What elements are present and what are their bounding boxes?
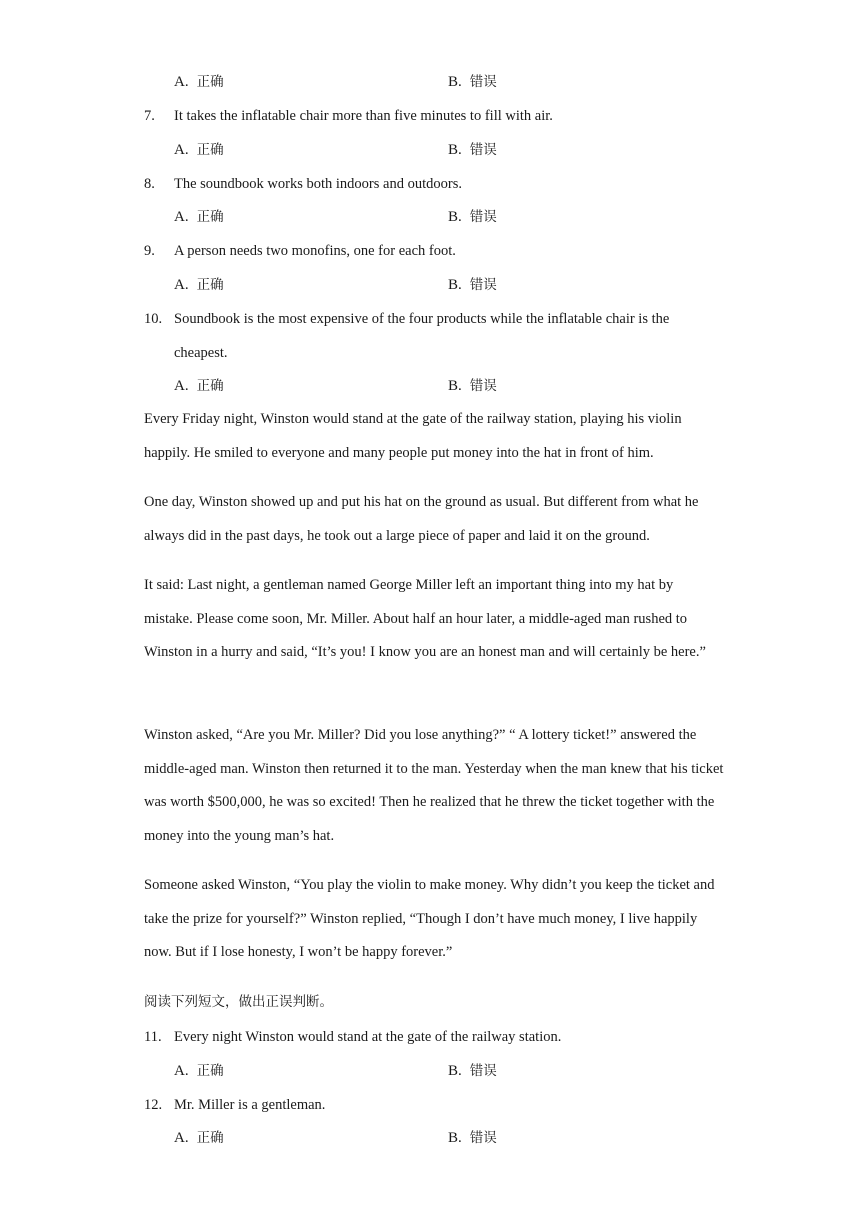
answer-options-q10: [174, 376, 734, 396]
answer-options-q6: [174, 72, 734, 92]
question-text: Mr. Miller is a gentleman.: [174, 1097, 326, 1113]
option-b[interactable]: [448, 140, 497, 160]
question-text: Soundbook is the most expensive of the four products while the inflatable chair is the cheapest.: [174, 311, 670, 361]
passage-paragraph-3: It said: Last night, a gentleman named George Miller left an important thing into my hat by mistake. Please come soon, Mr. Miller. About half an hour later, a middle-aged man rushed to Winston in a hurry and said, “It’s you! I know you are an honest man and will certainly be here.”: [144, 577, 706, 660]
option-a-letter: A.: [174, 1063, 189, 1079]
option-a-text: 正确: [196, 1130, 224, 1146]
option-a[interactable]: [174, 1061, 224, 1081]
question-number: 12.: [144, 1097, 163, 1113]
option-b-text: 错误: [469, 1063, 497, 1079]
option-a-text: 正确: [196, 209, 224, 225]
option-a-letter: A.: [174, 277, 189, 293]
question-number: 7.: [144, 108, 155, 124]
option-b-text: 错误: [469, 277, 497, 293]
question-7: [144, 99, 724, 133]
option-a-letter: A.: [174, 1130, 189, 1146]
option-b-letter: B.: [448, 209, 462, 225]
option-a-letter: A.: [174, 378, 189, 394]
option-b-letter: B.: [448, 1130, 462, 1146]
section-instruction: 阅读下列短文，做出正误判断。: [144, 994, 333, 1010]
option-b[interactable]: [448, 207, 497, 227]
question-12: [144, 1088, 724, 1122]
option-a-letter: A.: [174, 74, 189, 90]
option-a-text: 正确: [196, 74, 224, 90]
question-number: 10.: [144, 311, 163, 327]
question-number: 8.: [144, 176, 155, 192]
question-number: 9.: [144, 243, 155, 259]
passage-paragraph-4: Winston asked, “Are you Mr. Miller? Did you lose anything?” “ A lottery ticket!” answered the middle-aged man. Winston then returned it to the man. Yesterday when the man knew that his ticket was worth $500,000, he was so excited! Then he realized that he threw the ticket together with the money into the young man’s hat.: [144, 727, 724, 844]
option-a[interactable]: [174, 140, 224, 160]
option-a[interactable]: [174, 1128, 224, 1148]
option-b[interactable]: [448, 376, 497, 396]
option-a-text: 正确: [196, 277, 224, 293]
question-text: It takes the inflatable chair more than five minutes to fill with air.: [174, 108, 553, 124]
option-a-text: 正确: [196, 142, 224, 158]
question-text: A person needs two monofins, one for each foot.: [174, 243, 456, 259]
passage-paragraph-2: One day, Winston showed up and put his hat on the ground as usual. But different from what he always did in the past days, he took out a large piece of paper and laid it on the ground.: [144, 494, 699, 544]
option-b-text: 错误: [469, 74, 497, 90]
option-a-letter: A.: [174, 142, 189, 158]
option-b-text: 错误: [469, 142, 497, 158]
option-b-letter: B.: [448, 277, 462, 293]
option-b-letter: B.: [448, 1063, 462, 1079]
question-11: [144, 1020, 724, 1054]
passage-paragraph-5: Someone asked Winston, “You play the violin to make money. Why didn’t you keep the ticket and take the prize for yourself?” Winston replied, “Though I don’t have much money, I live happily now. But if I lose honesty, I won’t be happy forever.”: [144, 877, 715, 960]
option-a-text: 正确: [196, 378, 224, 394]
option-b[interactable]: [448, 72, 497, 92]
question-number: 11.: [144, 1029, 162, 1045]
option-a-text: 正确: [196, 1063, 224, 1079]
answer-options-q7: [174, 140, 734, 160]
option-b-text: 错误: [469, 209, 497, 225]
question-text: Every night Winston would stand at the gate of the railway station.: [174, 1029, 562, 1045]
answer-options-q9: [174, 275, 734, 295]
answer-options-q8: [174, 207, 734, 227]
option-b-text: 错误: [469, 378, 497, 394]
option-b[interactable]: [448, 275, 497, 295]
option-b-letter: B.: [448, 74, 462, 90]
option-b[interactable]: [448, 1061, 497, 1081]
option-b-letter: B.: [448, 378, 462, 394]
option-a[interactable]: [174, 207, 224, 227]
answer-options-q11: [174, 1061, 734, 1081]
option-b[interactable]: [448, 1128, 497, 1148]
option-a[interactable]: [174, 72, 224, 92]
question-9: [144, 234, 724, 268]
answer-options-q12: [174, 1128, 734, 1148]
question-8: [144, 167, 724, 201]
question-text: The soundbook works both indoors and outdoors.: [174, 176, 462, 192]
option-b-letter: B.: [448, 142, 462, 158]
option-a[interactable]: [174, 376, 224, 396]
option-a-letter: A.: [174, 209, 189, 225]
passage-paragraph-1: Every Friday night, Winston would stand at the gate of the railway station, playing his violin happily. He smiled to everyone and many people put money into the hat in front of him.: [144, 411, 682, 461]
option-b-text: 错误: [469, 1130, 497, 1146]
option-a[interactable]: [174, 275, 224, 295]
question-10: [144, 302, 724, 370]
